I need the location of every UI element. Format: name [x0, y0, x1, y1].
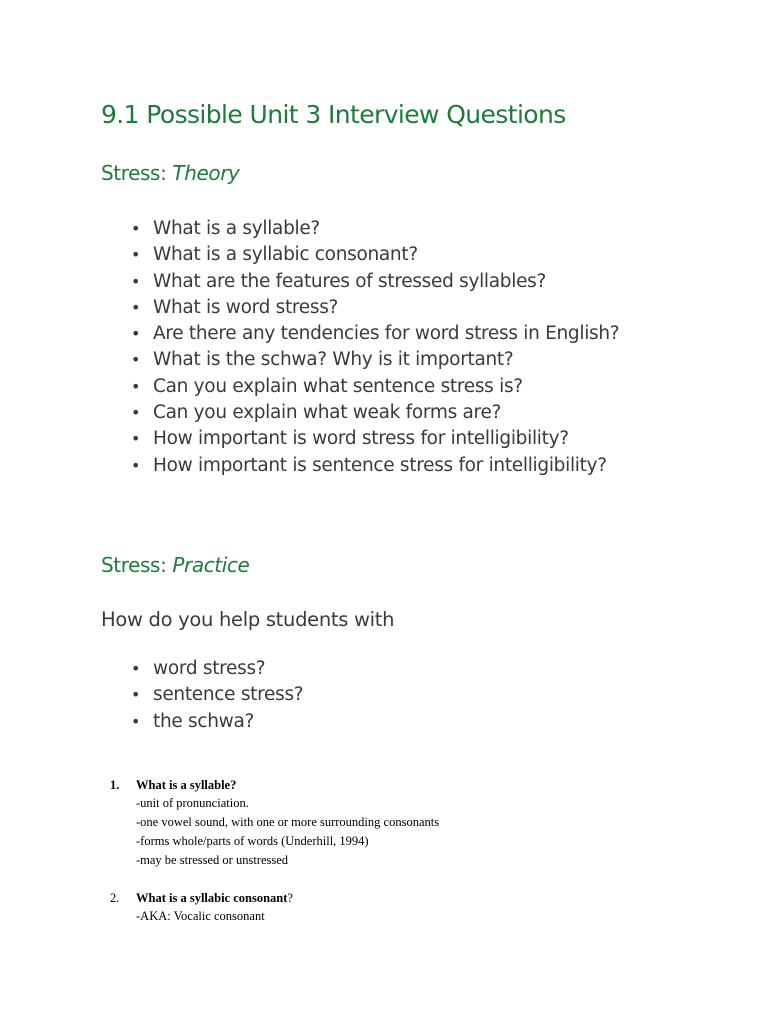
list-item-text: What is a syllabic consonant?	[153, 244, 418, 266]
list-item-text: What are the features of stressed syllables?	[153, 270, 547, 292]
bullet-icon: •	[131, 324, 141, 344]
list-item-text: How important is sentence stress for intelligibility?	[153, 454, 607, 476]
bullet-icon: •	[131, 685, 141, 705]
list-item-text: Can you explain what sentence stress is?	[153, 375, 523, 397]
bullet-icon: •	[131, 429, 141, 449]
answer-block	[110, 776, 439, 870]
bullet-icon: •	[131, 376, 141, 396]
practice-lead-text: How do you help students with	[101, 608, 395, 631]
answer-question-text: What is a syllabic consonant	[136, 891, 288, 905]
answer-line: -one vowel sound, with one or more surrounding consonants	[136, 815, 440, 829]
bullet-icon: •	[131, 659, 141, 678]
answer-block	[110, 889, 439, 926]
bullet-icon: •	[131, 350, 141, 370]
list-item	[131, 295, 619, 321]
answer-lines	[136, 907, 439, 926]
answer-number: 2.	[110, 891, 120, 905]
heading-prefix: Stress:	[101, 553, 173, 577]
bullet-icon: •	[131, 245, 141, 265]
bullet-icon: •	[131, 297, 141, 317]
list-item	[131, 269, 619, 295]
answer-line: -forms whole/parts of words (Underhill, 1994)	[136, 834, 369, 848]
list-item	[131, 426, 619, 452]
list-item	[131, 656, 303, 682]
bullet-icon: •	[131, 403, 141, 423]
heading-italic: Practice	[172, 553, 250, 577]
bullet-icon: •	[131, 271, 141, 291]
theory-question-list	[131, 216, 619, 479]
answer-question	[110, 776, 439, 794]
list-item-text: What is the schwa? Why is it important?	[153, 349, 514, 371]
list-item	[131, 321, 619, 347]
answer-line: -may be stressed or unstressed	[136, 853, 289, 867]
list-item	[131, 347, 619, 373]
bullet-icon: •	[131, 219, 141, 238]
list-item-text: Can you explain what weak forms are?	[153, 402, 502, 424]
list-item-text: What is a syllable?	[153, 218, 320, 239]
heading-italic: Theory	[172, 161, 240, 185]
answer-question	[110, 889, 439, 907]
list-item-text: How important is word stress for intelligibility?	[153, 428, 569, 450]
list-item-text: the schwa?	[153, 710, 255, 732]
list-item	[131, 242, 619, 268]
list-item	[131, 216, 619, 242]
heading-prefix: Stress:	[101, 161, 173, 185]
bullet-icon: •	[131, 455, 141, 475]
list-item-text: What is word stress?	[153, 296, 339, 318]
answer-question-suffix: ?	[287, 891, 293, 905]
list-item-text: Are there any tendencies for word stress in English?	[153, 323, 620, 345]
answer-number: 1.	[110, 778, 120, 792]
list-item-text: word stress?	[153, 658, 266, 679]
list-item-text: sentence stress?	[153, 684, 304, 706]
answer-line: -AKA: Vocalic consonant	[136, 909, 265, 923]
answer-line: -unit of pronunciation.	[136, 796, 249, 810]
list-item	[131, 682, 303, 708]
list-item	[131, 453, 619, 479]
list-item	[131, 400, 619, 426]
answer-lines	[136, 794, 439, 870]
list-item	[131, 374, 619, 400]
practice-question-list	[131, 656, 303, 735]
section-heading-theory	[101, 161, 239, 185]
answer-question-text: What is a syllable?	[136, 778, 237, 792]
page-title: 9.1 Possible Unit 3 Interview Questions	[101, 100, 566, 129]
section-heading-practice	[101, 553, 249, 577]
list-item	[131, 709, 303, 735]
bullet-icon: •	[131, 711, 141, 731]
answers-section	[110, 776, 439, 945]
